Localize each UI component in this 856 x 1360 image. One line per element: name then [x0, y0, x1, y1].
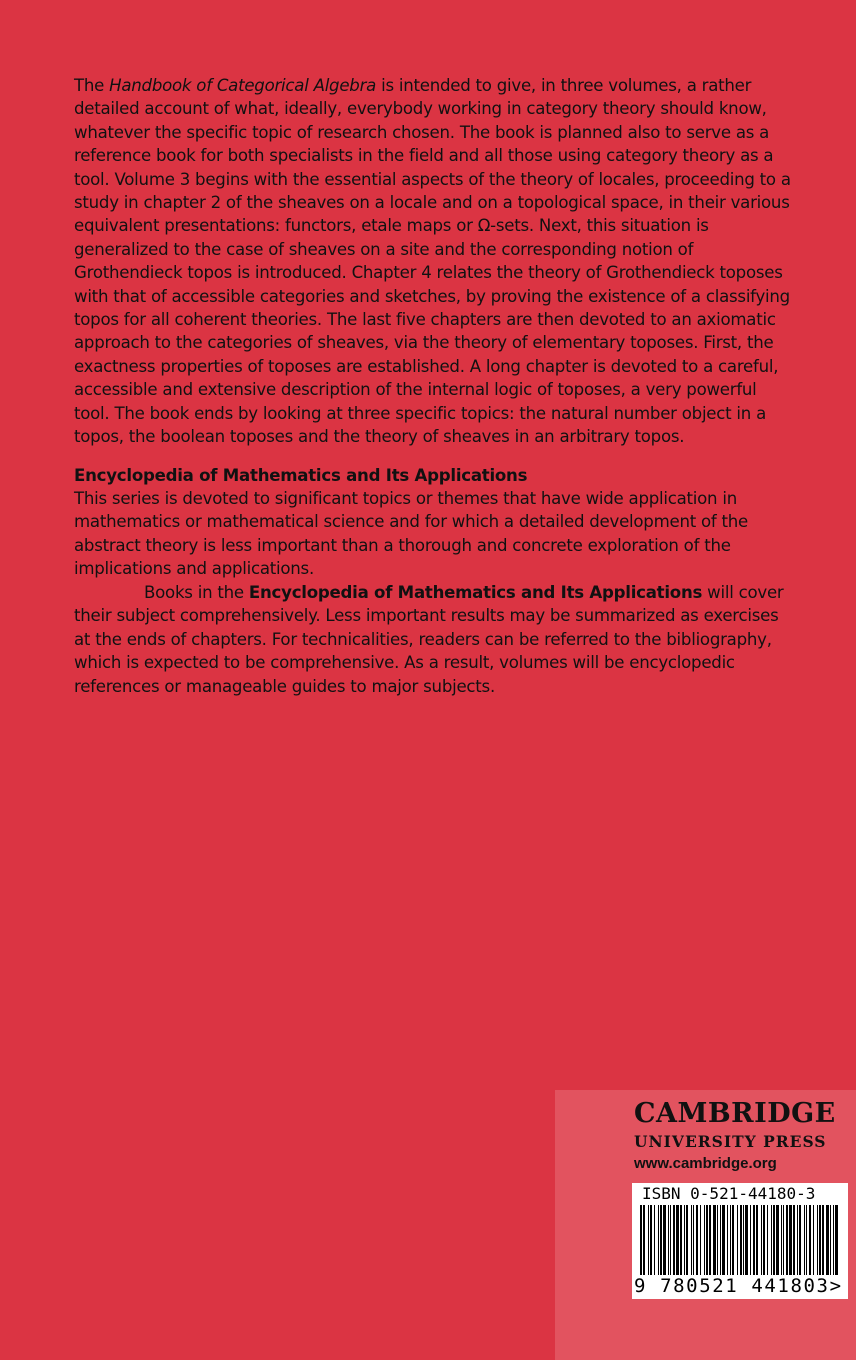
barcode-bar	[696, 1205, 698, 1279]
barcode-bar	[773, 1205, 775, 1279]
isbn-label: ISBN 0-521-44180-3	[642, 1184, 816, 1203]
publisher-name: CAMBRIDGE	[634, 1098, 836, 1129]
barcode-bar	[822, 1205, 824, 1279]
series-name-bold: Encyclopedia of Mathematics and Its Applications	[248, 583, 703, 602]
barcode-bar	[686, 1205, 688, 1279]
barcode-bar	[750, 1205, 751, 1279]
barcode-bar	[835, 1205, 838, 1279]
barcode-bar	[730, 1205, 731, 1279]
barcode-bar	[684, 1205, 685, 1279]
barcode-icon	[638, 1205, 842, 1279]
barcode-bar	[713, 1205, 716, 1279]
series-paragraph-2	[74, 581, 794, 698]
series-heading: Encyclopedia of Mathematics and Its Applications	[74, 466, 528, 485]
barcode-bar	[668, 1205, 669, 1279]
barcode-bar	[799, 1205, 801, 1279]
barcode-bar	[753, 1205, 755, 1279]
barcode-bar	[826, 1205, 829, 1279]
barcode-bar	[673, 1205, 675, 1279]
barcode-bar	[700, 1205, 701, 1279]
barcode-bar	[745, 1205, 748, 1279]
barcode-bar	[817, 1205, 818, 1279]
barcode-bar	[648, 1205, 649, 1279]
barcode-bar	[680, 1205, 682, 1279]
barcode-bar	[706, 1205, 708, 1279]
barcode-bar	[691, 1205, 692, 1279]
barcode-bar	[819, 1205, 821, 1279]
barcode-bar	[740, 1205, 742, 1279]
barcode-bar	[789, 1205, 792, 1279]
barcode-bar	[767, 1205, 768, 1279]
barcode-bar	[830, 1205, 831, 1279]
barcode-bar	[720, 1205, 721, 1279]
barcode-bar	[761, 1205, 762, 1279]
barcode-bar	[658, 1205, 659, 1279]
barcode-bar	[737, 1205, 738, 1279]
series-p2-lead: Books in the	[144, 583, 249, 602]
barcode-bar	[763, 1205, 765, 1279]
barcode-bar	[756, 1205, 758, 1279]
publisher-subtitle: UNIVERSITY PRESS	[634, 1132, 827, 1151]
barcode-bar	[743, 1205, 744, 1279]
publisher-url: www.cambridge.org	[634, 1155, 777, 1172]
barcode-bar	[722, 1205, 725, 1279]
barcode-bar	[650, 1205, 652, 1279]
barcode-bar	[693, 1205, 694, 1279]
barcode-bar	[813, 1205, 814, 1279]
barcode-bar	[676, 1205, 679, 1279]
series-p2-rest: will cover their subject comprehensively. Less important results may be summarized as exercises at the ends of chapters. For technicalities, readers can be referred to the bibliography, which is expected to be comprehensive. As a result, volumes will be encyclopedic references or manageable guides to major subjects.	[74, 583, 784, 696]
barcode-bar	[806, 1205, 807, 1279]
barcode-bar	[783, 1205, 784, 1279]
barcode-bar	[704, 1205, 705, 1279]
barcode-bar	[709, 1205, 711, 1279]
blurb-body: is intended to give, in three volumes, a rather detailed account of what, ideally, everybody working in category theory should know, whatever the specific topic of research chosen. The book is planned also to serve as a reference book for both specialists in the field and all those using category theory as a tool. Volume 3 begins with the essential aspects of the theory of locales, proceeding to a study in chapter 2 of the sheaves on a locale and on a topological space, in their various equivalent presentations: functors, etale maps or Ω-sets. Next, this situation is generalized to the case of sheaves on a site and the corresponding notion of Grothendieck topos is introduced. Chapter 4 relates the theory of Grothendieck toposes with that of accessible categories and sketches, by proving the existence of a classifying topos for all coherent theories. The last five chapters are then devoted to an axiomatic approach to the categories of sheaves, via the theory of elementary toposes. First, the exactness properties of toposes are established. A long chapter is devoted to a careful, accessible and extensive description of the internal logic of toposes, a very powerful tool. The book ends by looking at three specific topics: the natural number object in a topos, the boolean toposes and the theory of sheaves in an arbitrary topos.	[74, 76, 791, 447]
barcode-box	[632, 1183, 848, 1299]
book-title: Handbook of Categorical Algebra	[109, 76, 377, 95]
barcode-bar	[793, 1205, 795, 1279]
barcode-bar	[643, 1205, 645, 1279]
barcode-bar	[660, 1205, 662, 1279]
barcode-bar	[640, 1205, 642, 1279]
barcode-bar	[809, 1205, 811, 1279]
barcode-bar	[776, 1205, 779, 1279]
barcode-bar	[670, 1205, 671, 1279]
barcode-bar	[771, 1205, 772, 1279]
barcode-bar	[804, 1205, 805, 1279]
barcode-bar	[786, 1205, 788, 1279]
series-paragraph-1: This series is devoted to significant topics or themes that have wide application in mathematics or mathematical science and for which a detailed development of the abstract theory is less important than a thorough and concrete exploration of the implications and applications.	[74, 489, 748, 579]
ean-digits: 9 780521 441803	[634, 1275, 830, 1297]
barcode-bar	[663, 1205, 666, 1279]
blurb-lead: The	[74, 76, 110, 95]
barcode-bar	[732, 1205, 734, 1279]
barcode-bar	[797, 1205, 798, 1279]
ean-marker: >	[829, 1275, 843, 1297]
ean-number	[634, 1275, 843, 1297]
barcode-bar	[727, 1205, 728, 1279]
blurb-paragraph	[74, 74, 794, 449]
barcode-bar	[717, 1205, 718, 1279]
barcode-bar	[781, 1205, 782, 1279]
barcode-bar	[654, 1205, 655, 1279]
barcode-bar	[833, 1205, 834, 1279]
